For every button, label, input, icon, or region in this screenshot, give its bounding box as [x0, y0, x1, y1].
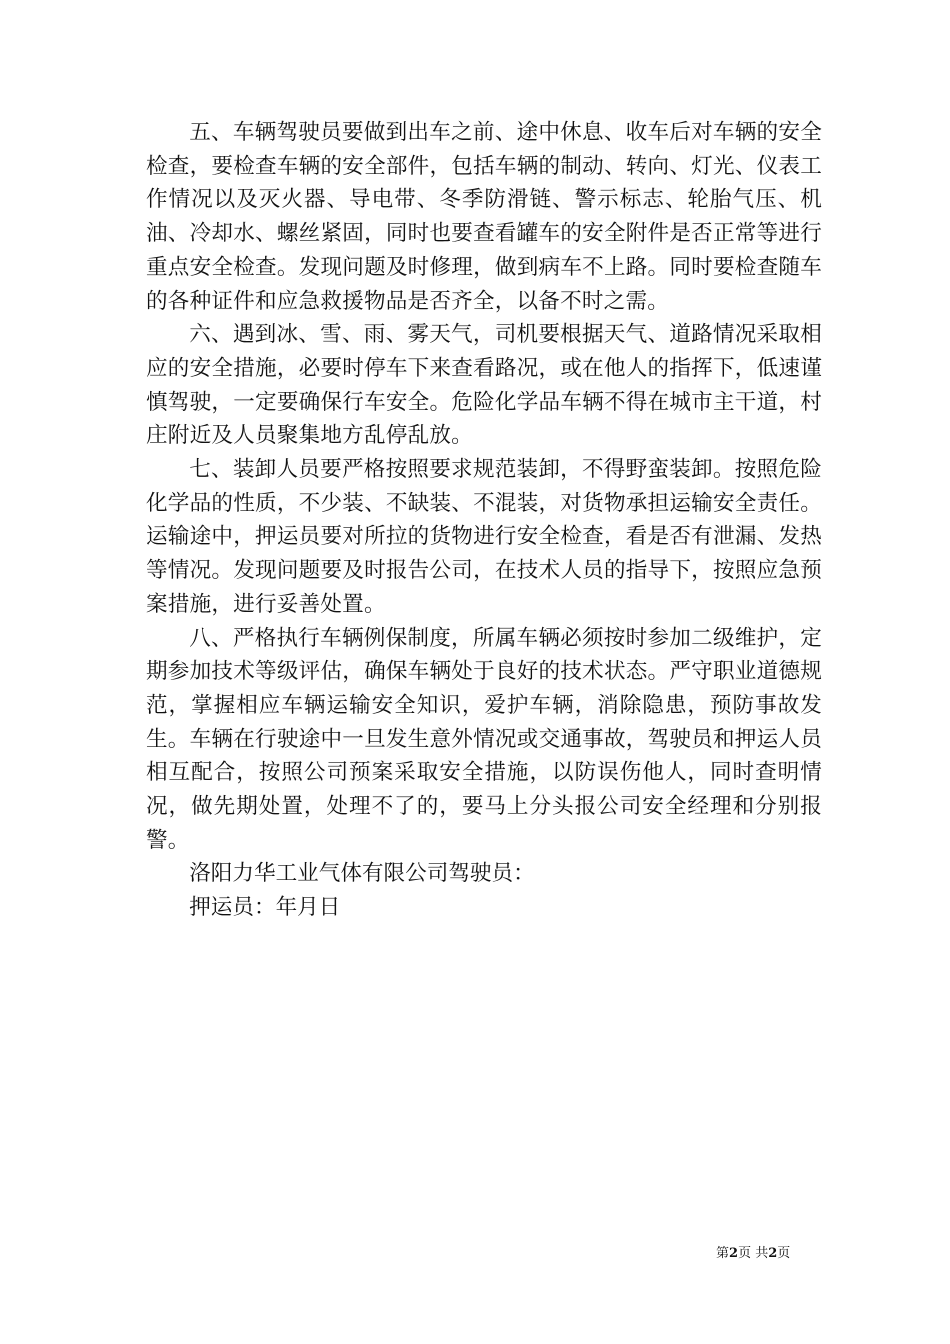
- signature-company-line: 洛阳力华工业气体有限公司驾驶员：: [189, 861, 535, 887]
- footer-current-page: 2: [729, 1246, 739, 1261]
- footer-suffix: 页: [777, 1246, 791, 1261]
- page-number-footer: [716, 1246, 790, 1262]
- footer-prefix: 第: [716, 1246, 730, 1261]
- paragraph-section-8: 八、严格执行车辆例保制度，所属车辆必须按时参加二级维护，定期参加技术等级评估，确保车辆处于良好的技术状态。严守职业道德规范，掌握相应车辆运输安全知识，爱护车辆，消除隐患，预防事故发生。车辆在行驶途中一旦发生意外情况或交通事故，驾驶员和押运人员相互配合，按照公司预案采取安全措施，以防误伤他人，同时查明情况，做先期处置，处理不了的，要马上分头报公司安全经理和分别报警。: [146, 625, 822, 853]
- footer-total-pages: 2: [768, 1246, 778, 1261]
- footer-middle: 页 共: [738, 1246, 769, 1261]
- signature-escort-line: 押运员：年月日: [189, 895, 341, 921]
- paragraph-section-7: 七、装卸人员要严格按照要求规范装卸，不得野蛮装卸。按照危险化学品的性质，不少装、不缺装、不混装，对货物承担运输安全责任。运输途中，押运员要对所拉的货物进行安全检查，看是否有泄漏、发热等情况。发现问题要及时报告公司，在技术人员的指导下，按照应急预案措施，进行妥善处置。: [146, 457, 822, 617]
- paragraph-section-5: 五、车辆驾驶员要做到出车之前、途中休息、收车后对车辆的安全检查，要检查车辆的安全部件，包括车辆的制动、转向、灯光、仪表工作情况以及灭火器、导电带、冬季防滑链、警示标志、轮胎气压、机油、冷却水、螺丝紧固，同时也要查看罐车的安全附件是否正常等进行重点安全检查。发现问题及时修理，做到病车不上路。同时要检查随车的各种证件和应急救援物品是否齐全，以备不时之需。: [146, 120, 822, 314]
- document-body: [146, 116, 822, 925]
- paragraph-section-6: 六、遇到冰、雪、雨、雾天气，司机要根据天气、道路情况采取相应的安全措施，必要时停车下来查看路况，或在他人的指挥下，低速谨慎驾驶，一定要确保行车安全。危险化学品车辆不得在城市主干道，村庄附近及人员聚集地方乱停乱放。: [146, 322, 822, 449]
